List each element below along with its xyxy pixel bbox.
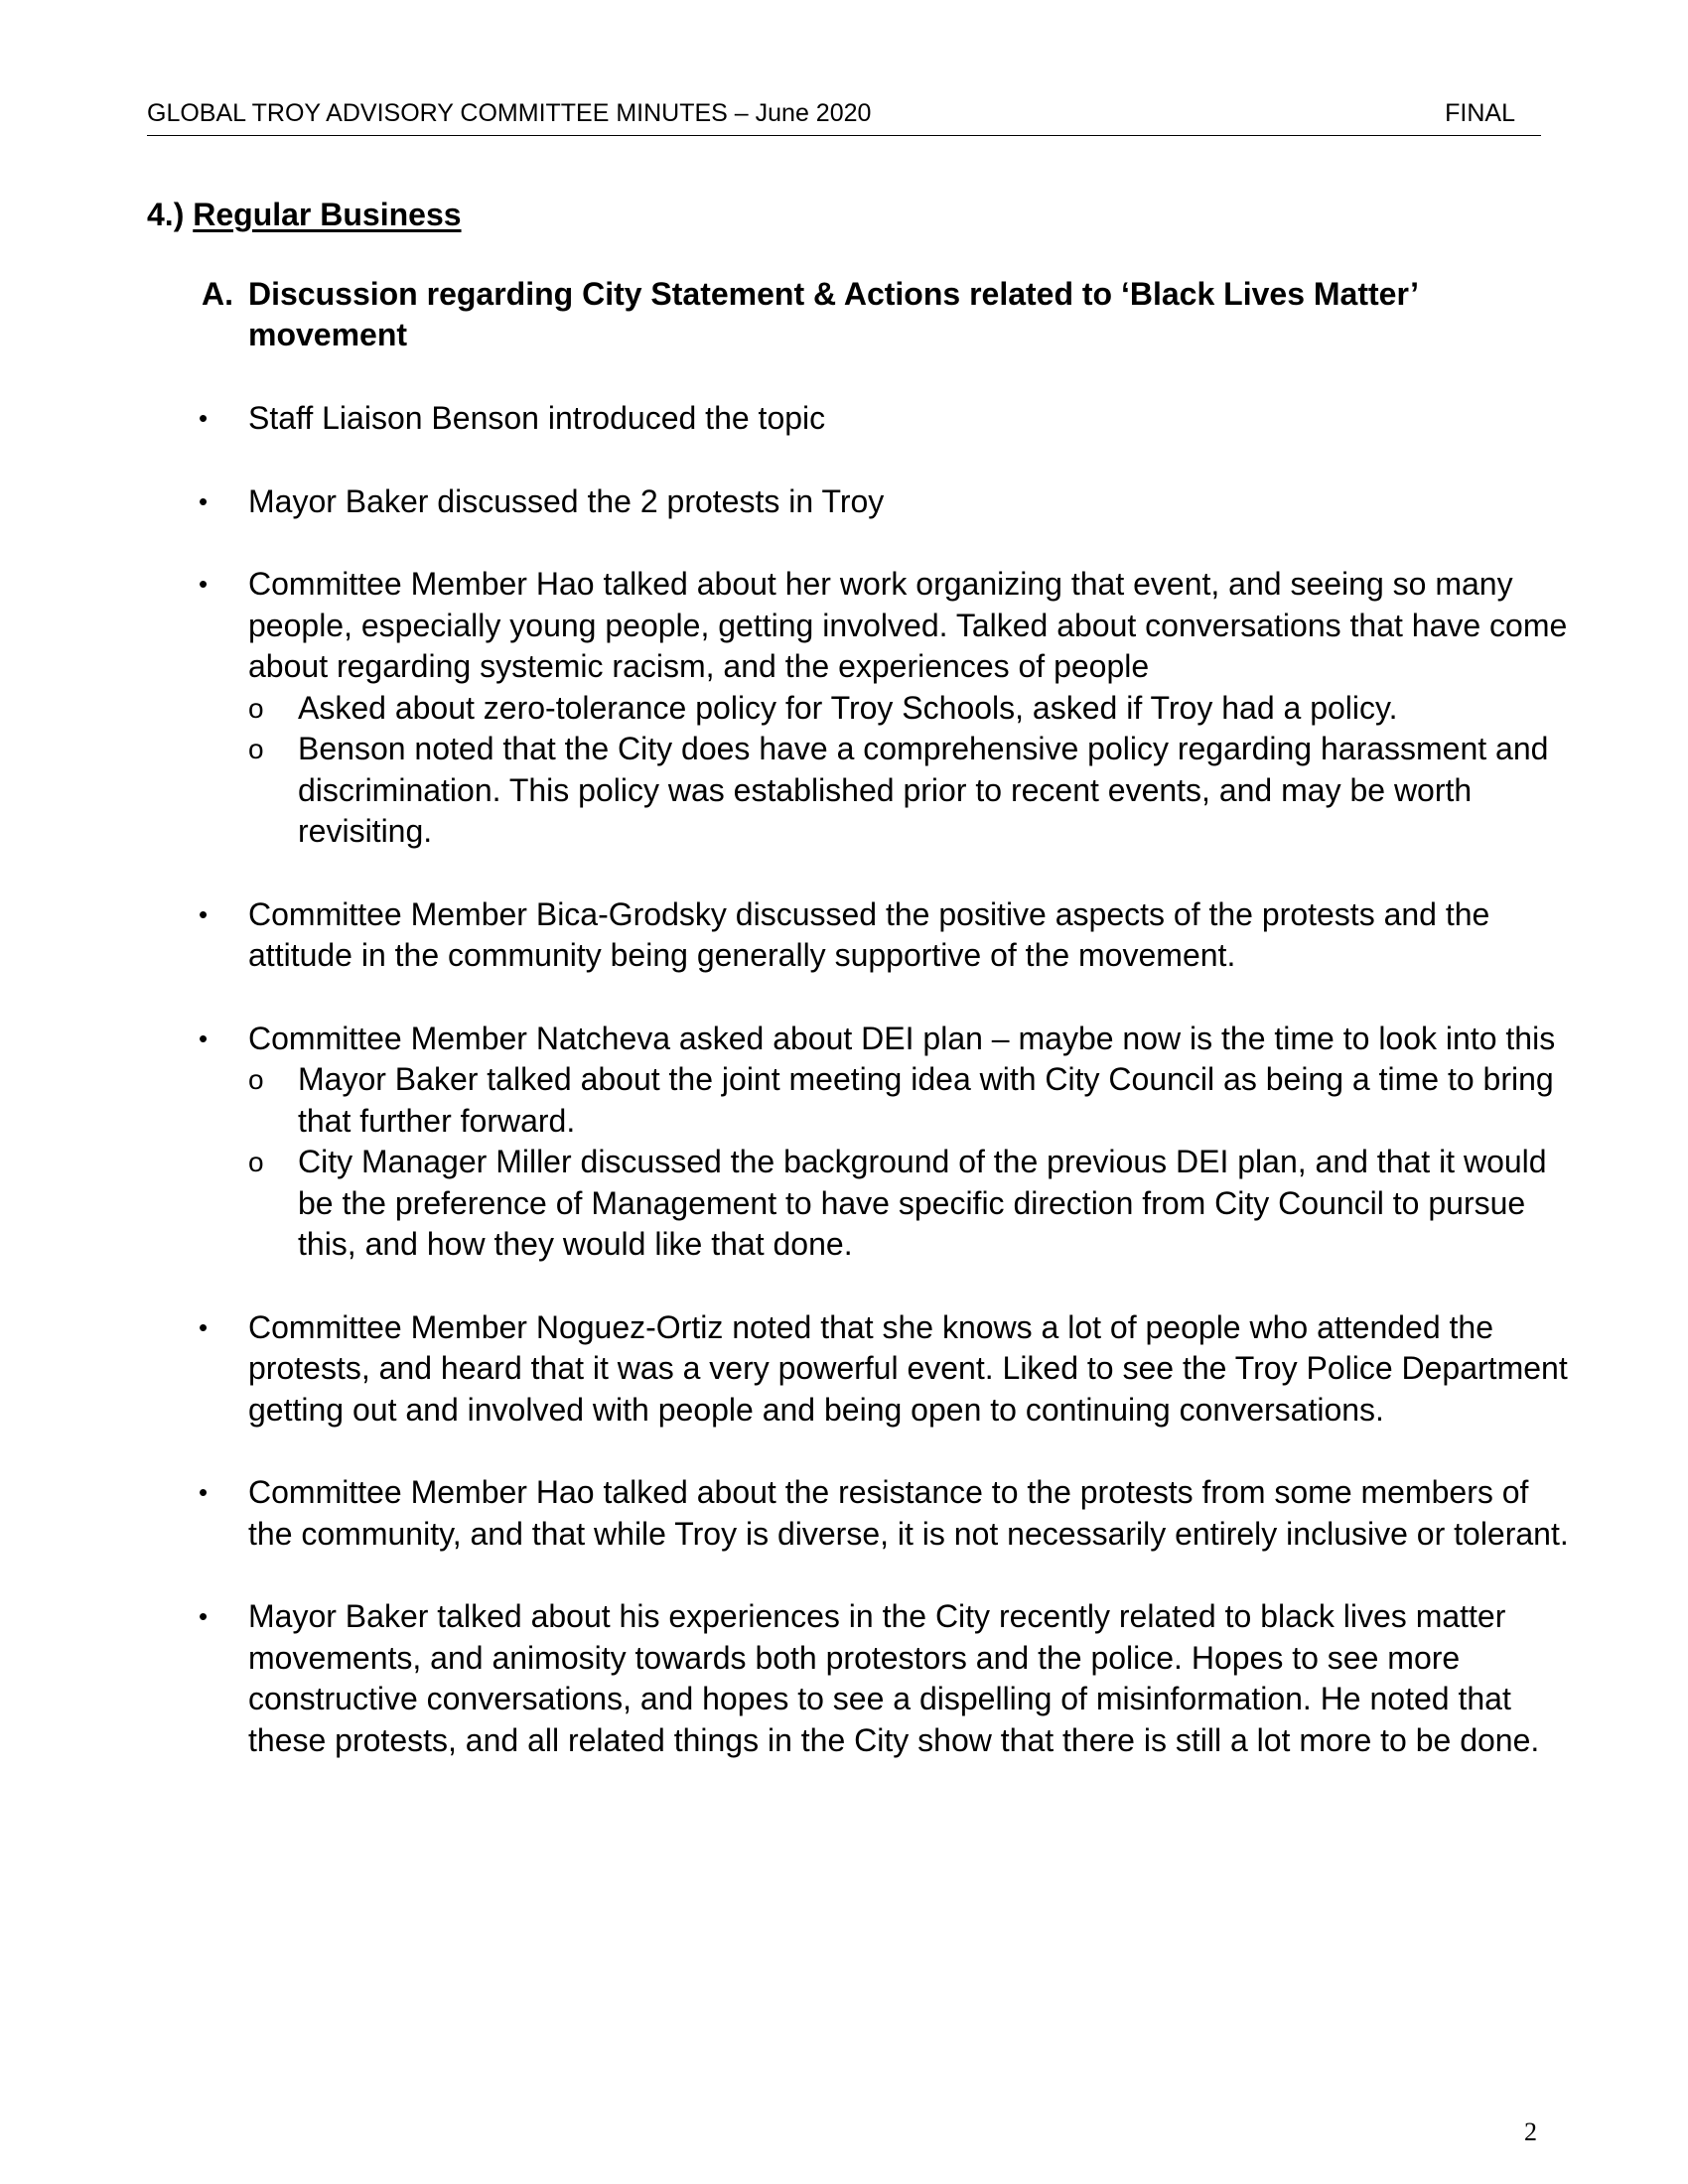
section-number: 4.) [147,197,185,232]
sub-bullet-text: Asked about zero-tolerance policy for Troy Schools, asked if Troy had a policy. [298,689,1398,726]
sub-bullet-text: Benson noted that the City does have a comprehensive policy regarding harassment and discrimination. This policy was established prior to recent events, and may be worth revisiting. [298,731,1549,849]
bullet-text: Mayor Baker talked about his experiences in the City recently related to black lives matter movements, and animosity towards both protestors and the police. Hopes to see more constructive conversations, and hopes to see a dispelling of misinformation. He noted that these protests, and all related things in the City show that there is still a lot more to be done. [248,1598,1540,1758]
sub-bullet-text: City Manager Miller discussed the background of the previous DEI plan, and that it would be the preference of Management to have specific direction from City Council to pursue this, and how they would like that done. [298,1144,1547,1262]
section-heading [147,197,462,233]
minutes-bullet-item [199,564,1569,853]
bullet-text: Committee Member Natcheva asked about DEI plan – maybe now is the time to look into this [248,1020,1556,1056]
minutes-bullet-item [199,481,1569,523]
subsection-title: Discussion regarding City Statement & Actions related to ‘Black Lives Matter’ movement [248,276,1418,352]
bullet-dot-icon: • [199,569,209,599]
header-status: FINAL [1445,99,1515,127]
sub-bullet-text: Mayor Baker talked about the joint meeting idea with City Council as being a time to bring that further forward. [298,1061,1554,1139]
sub-bullet-item [199,729,1569,853]
sub-bullet-item [199,1059,1569,1142]
sub-bullet-list [248,688,1569,853]
header-title: GLOBAL TROY ADVISORY COMMITTEE MINUTES – June 2020 [147,99,872,127]
hollow-circle-icon: o [248,1147,264,1177]
bullet-text: Mayor Baker discussed the 2 protests in Troy [248,482,885,519]
bullet-dot-icon: • [199,1311,209,1342]
sub-bullet-item [199,688,1569,730]
bullet-text: Committee Member Noguez-Ortiz noted that she knows a lot of people who attended the protests, and heard that it was a very powerful event. Liked to see the Troy Police Department getting out and involved with people and being open to continuing conversations. [248,1308,1568,1428]
minutes-bullet-item [199,1472,1569,1555]
minutes-bullet-item [199,1307,1569,1432]
bullet-text: Staff Liaison Benson introduced the topic [248,400,826,436]
bullet-dot-icon: • [199,403,209,433]
minutes-bullet-item [199,894,1569,977]
bullet-dot-icon: • [199,485,209,516]
bullet-text: Committee Member Bica-Grodsky discussed the positive aspects of the protests and the attitude in the community being generally supportive of the movement. [248,895,1490,973]
section-title: Regular Business [193,197,462,232]
sub-bullet-list [248,1059,1569,1266]
bullet-dot-icon: • [199,1601,209,1631]
minutes-bullet-item [199,1019,1569,1266]
bullet-dot-icon: • [199,1023,209,1053]
minutes-bullet-item [199,398,1569,440]
sub-bullet-item [199,1142,1569,1266]
minutes-bullet-item [199,1596,1569,1761]
bullet-dot-icon: • [199,898,209,929]
bullet-dot-icon: • [199,1477,209,1507]
hollow-circle-icon: o [248,692,264,724]
bullet-text: Committee Member Hao talked about her work organizing that event, and seeing so many people, especially young people, getting involved. Talked about conversations that have come about regarding systemic racism, and the experiences of people [248,566,1568,684]
page-number: 2 [1524,2117,1537,2146]
bullet-text: Committee Member Hao talked about the resistance to the protests from some members of the community, and that while Troy is diverse, it is not necessarily entirely inclusive or tolerant. [248,1474,1569,1552]
subsection-letter: A. [202,276,233,312]
hollow-circle-icon: o [248,734,264,764]
hollow-circle-icon: o [248,1064,264,1095]
minutes-bullet-list [199,398,1569,1803]
page-header [147,99,1541,136]
